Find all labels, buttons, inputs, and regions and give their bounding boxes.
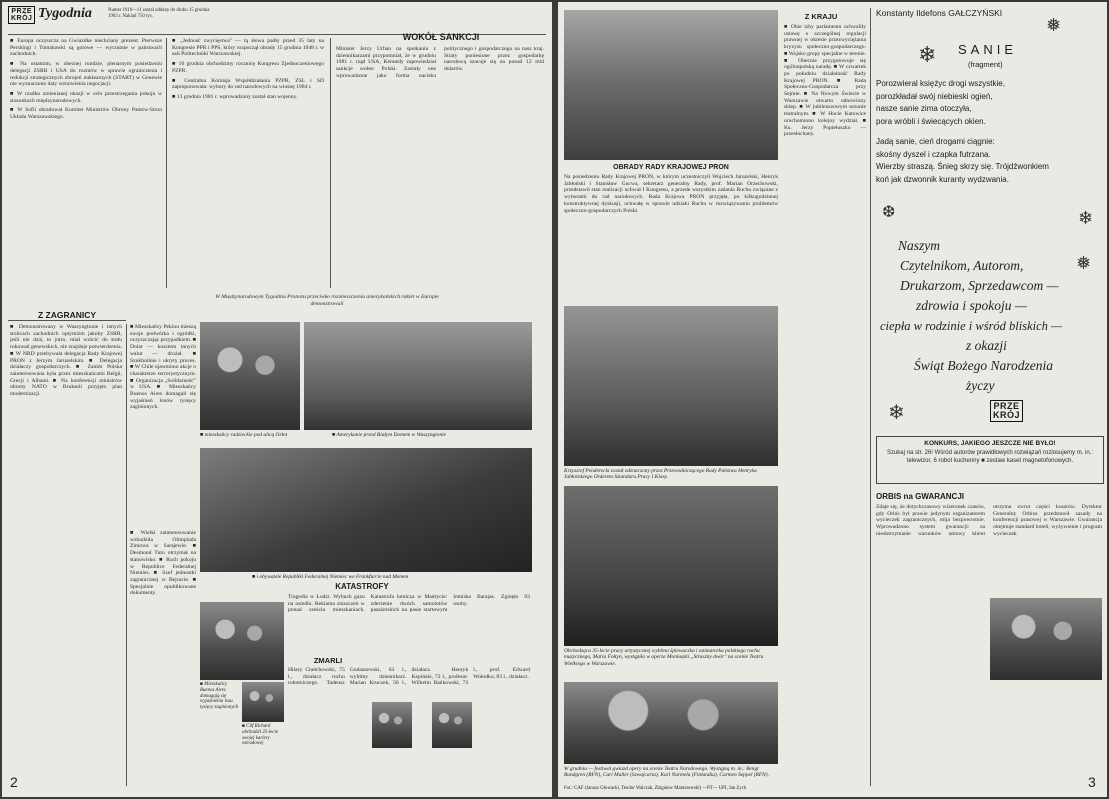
snowflake-icon: ❆ xyxy=(882,204,896,221)
abroad-column-1: ■ Demonstrowany w Waszyngtonie i innych stolicach zachodnich optymizm jakoby ZSRR, jeśli nie dziś, to jutro, miał wrócić do stołu rokowań genewskich, nie znajduje potwierdzenia. ■ W NRD przebywała delegacja Rady Krajowej PRON z Jerzym Jaruzelskim. ■ Delegacja działaczy gospodarczych. ■ Zanim Polska zainteresowana była przez mieszkańcami Belgii, Grecji i Albanii. ■ Na konferencji ministrów obrony NATO w Brukseli przyjęto plan modernizacji. xyxy=(10,324,122,398)
sanctions-heading: WOKÓŁ SANKCJI xyxy=(402,32,480,42)
deaths-heading: ZMARLI xyxy=(313,656,343,665)
przekroj-logo: PRZE KRÓJ xyxy=(8,6,35,24)
sanctions-text: Minister Jerzy Urban na spotkaniu z dziennikarzami przypomniał, że w grudniu 1981 r. rząd USA, Kennedy zapowiedział sankcje wobec Polski. Zostały one wprowadzone jako forma nacisku politycznego i gospodarczego na nasz kraj. Straty poniesione przez gospodarkę narodową szacuje się na ponad 12 mld dolarów. xyxy=(336,46,544,79)
photo-buenos-aires xyxy=(200,602,284,680)
snowflake-icon: ❄ xyxy=(918,42,937,67)
column-rule xyxy=(330,38,331,288)
photo-frankfurt-protest xyxy=(200,448,532,572)
caption-frankfurt: ■ i obywatele Republiki Federalnej Niemiec we Frankfurcie nad Menem xyxy=(252,574,409,580)
caption-opera-festival: W grudniu — festiwal gwiazd opery na scenie Teatru Narodowego. Wystąpią m. in.: Bengt Rundgren (RFN), Carl Muller (Szwajcaria), Karl Nurmela (Finlandia), Carmen Seppel (RFN). xyxy=(564,766,769,779)
caption-penderecki: Krzysztof Penderecki został odznaczony przez Przewodniczącego Rady Państwa Henryka Jabłońskiego Orderem Sztandaru Pracy I Klasy. xyxy=(564,468,757,481)
poem-author: Konstanty Ildefons GAŁCZYŃSKI xyxy=(876,8,1003,18)
photo-moscow-protest xyxy=(200,322,300,430)
poem-stanza-2: Jadą sanie, cień drogami ciągnie: skośny dyszel i czapka futrzana. Wierzby straszą. Śnieg skrzy się. Trójdźwonkiem koń jak dzwonnik kuranty wydzwania. xyxy=(876,137,1049,184)
caption-moscow: ■ mieszkańcy radzieckie pod ulicą Orłot xyxy=(200,432,288,438)
photo-cliff-richard xyxy=(242,682,284,722)
left-page xyxy=(2,2,552,797)
contest-heading: KONKURS, JAKIEGO JESZCZE NIE BYŁO! xyxy=(924,440,1056,447)
contest-box xyxy=(876,436,1104,484)
photo-credits: Fot.: CAF (Janusz Głowacki, Teodor Walczak, Zbigniew Matuszewski) —PT— UPI, Jan Zych xyxy=(564,786,747,791)
section-rule xyxy=(8,320,126,321)
right-page xyxy=(558,2,1107,797)
caption-washington: ■ Amerykanie przed Białym Domem w Waszyngtonie xyxy=(332,432,447,438)
orbis-text: Zdaje się, że dotychczasowy wizerunek czasów, gdy Orbis był prawie jedynym organizatorem wycieczek zagranicznych, mija bezpowrotnie. Wprowadzono system gwarancji: za niedotrzymanie warunków umowy klient otrzyma zwrot części kosztów. Dyrektor Generalny Orbisu przedstawił zasady na konferencji prasowej w Warszawie. Gwarancja obejmuje standard hoteli, wyżywienie i program wycieczek. xyxy=(876,504,1102,537)
abroad-column-3: ■ Wielki zainteresowanie wzbudziła Olimpiada Zimowa w Sarajewie. ■ Desmond Tutu otrzymał na stanowisko. ■ Ruch pokoju w Republice Federalnej Niemiec. ■ Szef jednostki zagranicznej w Bejrucie. ■ Specjalnie opublikowane dokumenty. xyxy=(130,530,196,597)
snowflake-icon: ❅ xyxy=(1076,253,1092,273)
poem-subtitle: (fragment) xyxy=(968,60,1003,69)
przekroj-logo: PRZE KRÓJ xyxy=(990,400,1023,422)
masthead-word: Tygodnia xyxy=(38,6,92,21)
caption-buenos-aires: ■ Mieszkańcy Buenos Aires domagają się wyjaśnienia losu tysięcy zaginionych xyxy=(200,682,239,711)
masthead xyxy=(8,6,208,32)
disasters-heading: KATASTROFY xyxy=(335,582,389,591)
column-rule xyxy=(870,8,871,786)
photo-opera-festival xyxy=(564,682,778,764)
pron-heading: OBRADY RADY KRAJOWEJ PRON xyxy=(613,164,729,171)
poem-title: SANIE xyxy=(958,42,1018,57)
photo-pron-meeting xyxy=(564,10,778,160)
photo-washington-protest xyxy=(304,322,532,430)
column-rule xyxy=(126,324,127,786)
snowflake-icon: ❅ xyxy=(1046,15,1062,35)
photo-straszny-dwor xyxy=(564,486,778,646)
orbis-heading: ORBIS na GWARANCJI xyxy=(876,492,965,501)
country-heading: Z KRAJU xyxy=(804,12,838,21)
page-number-left: 2 xyxy=(10,774,18,790)
pron-text: Na posiedzeniu Rady Krajowej PRON, w którym uczestniczyli Wojciech Jaruzelski, Henryk Jabłoński i Stanisław Gucwa, sekretarz generalny Rady, prof. Marian Orzechowski, przedstawił stan realizacji uchwał I Kongresu, a przede wszystkim zadania Ruchu związane z wyborami do rad narodowych. Rada Krajowa PRON przyjęła, po kilkugodzinnej konstruktywnej dyskusji, uchwałę w sprawie udziału Ruchu w rozwiązywaniu problemów społeczno-gospodarczych Polski. xyxy=(564,174,778,214)
photo-penderecki xyxy=(564,306,778,466)
disasters-text: Tragedia w Łodzi. Wybuch gazu na osiedlu. Reklama zniszczeń w ponad sześciu mieszkaniach. Katastrofa lotnicza w Madrycie: zderzenie dwóch samolotów pasażerskich na pasie startowym lotniska Barajas. Zginęło 93 osoby. xyxy=(288,594,530,614)
briefs-column-2: ■ „Jedność zwycięstwa" — tą słowa padły przed 35 laty na Kongresie PPR i PPS, który rozpoczął obrady 15 grudnia 1948 r. w sali Politechniki Warszawskiej. ■ 16 grudnia obchodzimy rocznicę Kongresu Zjednoczeniowego PZPR. ■ Centralna Komisja Współdziałania PZPR, ZSL i SD zaproponowała: wybory do rad narodowych na wiosnę 1984 r. ■ 13 grudnia 1981 r. wprowadzony został stan wojenny. xyxy=(172,38,324,100)
snowflake-icon: ❄ xyxy=(1078,208,1094,228)
contest-text: Szukaj na str. 26! Wśród autorów prawidłowych rozwiązań rozlosujemy m. in.: telewizor, 6 robot kuchenny ■ zestaw kaset magnetofonowych. xyxy=(886,450,1094,464)
photo-orbis-interior xyxy=(990,598,1102,680)
deaths-text: Hilary Chełchowski, 75 l., działacz ruchu robotniczego. Tadeusz Gudaszewski, 63 l., wybitny dziennikarz. Marian Kruczek, 56 l., działacz. Henryk Kepiński, 72 l., profesor. Wilhelm Bańkowski, 73 l., prof. Edward Wołodko, 83 l., działacz. xyxy=(288,667,530,687)
abroad-column-2: ■ Mieszkańcy Pekinu mieszą swoje podwórka i ogródki, oczyszczając przypadkiem. ■ Dolar — kosztem innych walut — drożał. ■ Szukholinie i ukryty proces. ■ W Chile ujawniono akcje o charakterze terrorystycznym. ■ Organizacja „Solidarność" w USA. ■ Mieszkańcy Buenos Aires domagali się wyjaśnień losów tysięcy zaginionych. xyxy=(130,324,196,411)
photo-portrait-1 xyxy=(372,702,412,748)
briefs-column-1: ■ Europa oczyszcza na Gwiazdke niechciany prezent. Pierwsze Pershingi i Tomahawki są gotowe — wyrzutnie w państwach zachodnich. ■ Na ostatnim, w obecnej rundzie, plenarnym posiedzeniu delegacji ZSRR i USA do rozmów w sprawie ograniczenia i redukcji strategicznych zbrojeń nuklearnych (START) w Genewie nie wyznaczono daty wznowienia negocjacji. ■ W rzadko zmienianej okazji w celu przestrzegania pokoju w stosunkach międzynarodowych. ■ W Sofii obradował Komitet Ministrów Obrony Państw-Stron Układu Warszawskiego. xyxy=(10,38,162,121)
page-number-right: 3 xyxy=(1088,774,1096,790)
column-rule xyxy=(166,38,167,288)
issue-info: Numer 1910—11 zostal oddany do druku 15 grudnia 1983 r. Naklad 750 tys. xyxy=(108,8,210,19)
abroad-heading: Z ZAGRANICY xyxy=(37,310,97,320)
caption-cliff-richard: ■ Clif Richard obchodził 25-lecie swojej kariery estradowej xyxy=(242,724,278,747)
protest-note: W Międzynarodowym Tygodniu Protestu przeciwko rozmieszczeniu amerykańskich rakiet w Europie demonstrowali xyxy=(215,294,439,307)
poem-stanza-1: Porozwieral księżyc drogi wszystkie, porozkładał swój niebieski ogień, nasze sanie zima otoczyła, pora wróbli i świecących okien. xyxy=(876,79,1005,126)
snowflake-icon: ❄ xyxy=(888,402,905,424)
caption-straszny-dwor: Obchodząca 35-lecie pracy artystycznej wybitna śpiewaczka i animatorka polskiego ruchu muzycznego, Maria Fołtyn, wystąpiła w operze Moniuszki „Straszny dwór" na scenie Teatru Wielkiego w Warszawie. xyxy=(564,648,764,667)
photo-portrait-2 xyxy=(432,702,472,748)
country-text: ■ Obie izby parlamentu uchwaliły ustawę o szczególnej regulacji prawnej w okresie przezwyciężania kryzysu społeczno-gospodarczego. ■ Wojsko grupy specjalne w terenie. ■ Obecnie przygotowuje się ogólnopolską naradę. ■ W czwartek po południu działalność Rady Krajowej PRON. ■ Rada Społeczno-Gospodarcza przy Sejmie. ■ Na Nowym Świecie w Warszawie otwarto odnowiony sklep. ■ W jubileuszowym sezonie teatralnym. ■ W Hucie Katowice uruchomiono kolejny wydział. ■ Ks. Jerzy Popiełuszko — przesłuchany. xyxy=(784,24,866,138)
christmas-greeting: Naszym Czytelnikom, Autorom, Drukarzom, Sprzedawcom — zdrowia i spokoju — ciepła w rodzinie i wśród bliskich — z okazji Świąt Bożego Narodzenia życzy xyxy=(880,238,1063,393)
